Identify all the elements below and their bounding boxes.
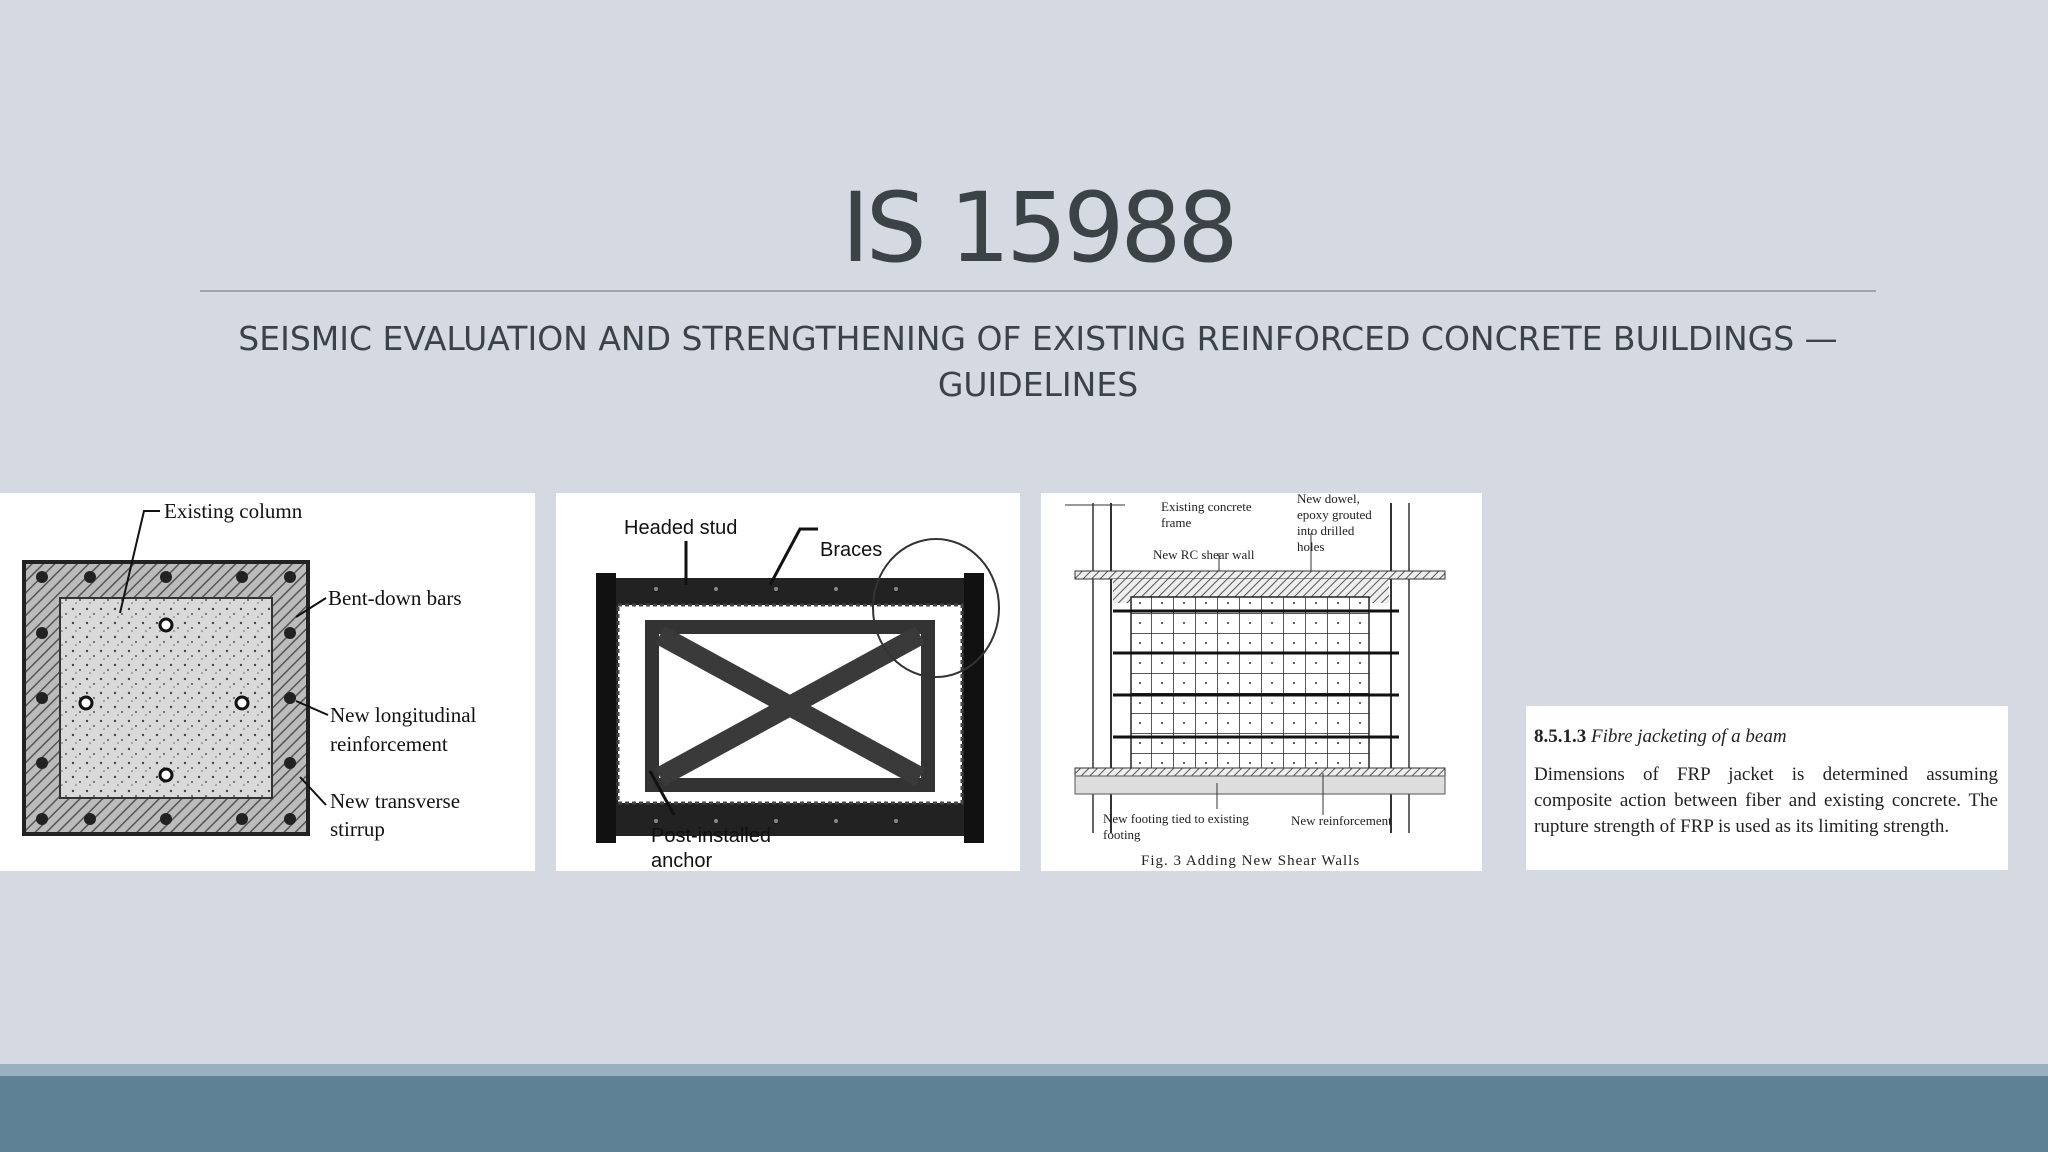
frp-clause-title: Fibre jacketing of a beam	[1591, 726, 1787, 747]
label-new-dowel-line2: epoxy grouted	[1297, 507, 1372, 522]
label-new-rc-shear-wall: New RC shear wall	[1153, 547, 1255, 562]
slide-subtitle: SEISMIC EVALUATION AND STRENGTHENING OF EXISTING REINFORCED CONCRETE BUILDINGS — GUIDELINES	[238, 319, 1838, 404]
label-new-transverse-line2: stirrup	[330, 817, 385, 841]
label-bent-down-bars: Bent-down bars	[328, 586, 462, 610]
figure-column-jacket	[0, 493, 535, 871]
figure-caption-shear-walls: Fig. 3 Adding New Shear Walls	[1141, 853, 1361, 869]
frp-body-text: Dimensions of FRP jacket is determined assuming composite action between fiber and existing concrete. The rupture strength of FRP is used as its limiting strength.	[1534, 764, 1998, 837]
frp-heading	[1534, 726, 1787, 748]
label-existing-frame-line2: frame	[1161, 515, 1192, 530]
label-new-dowel-line4: holes	[1297, 539, 1325, 554]
figure-shear-wall	[1041, 493, 1482, 871]
label-post-installed-line2: anchor	[651, 850, 713, 871]
figure-steel-brace	[556, 493, 1020, 871]
label-new-dowel-line3: into drilled	[1297, 523, 1355, 538]
label-post-installed-line1: Post-installed	[651, 825, 772, 847]
frp-clause-number: 8.5.1.3	[1534, 726, 1587, 747]
label-existing-column: Existing column	[164, 499, 303, 523]
label-new-reinforcement: New reinforcement	[1291, 813, 1392, 828]
label-headed-stud: Headed stud	[624, 517, 738, 539]
slide-title: IS 15988	[841, 172, 1235, 284]
label-new-footing-line1: New footing tied to existing	[1103, 811, 1249, 826]
label-new-transverse-line1: New transverse	[330, 789, 461, 813]
label-new-longitudinal-line1: New longitudinal	[330, 703, 477, 727]
label-new-dowel-line1: New dowel,	[1297, 493, 1360, 506]
label-braces: Braces	[820, 539, 883, 561]
footer-bar	[0, 1076, 2048, 1152]
label-new-footing-line2: footing	[1103, 827, 1141, 842]
label-existing-frame-line1: Existing concrete	[1161, 499, 1252, 514]
footer-accent-band	[0, 1064, 2048, 1076]
title-divider	[200, 290, 1876, 292]
shear-wall-diagram	[1041, 493, 1482, 871]
column-jacket-diagram	[0, 493, 535, 871]
label-new-longitudinal-line2: reinforcement	[330, 732, 448, 756]
figure-frp-excerpt	[1526, 706, 2008, 870]
steel-brace-diagram	[556, 493, 1020, 871]
